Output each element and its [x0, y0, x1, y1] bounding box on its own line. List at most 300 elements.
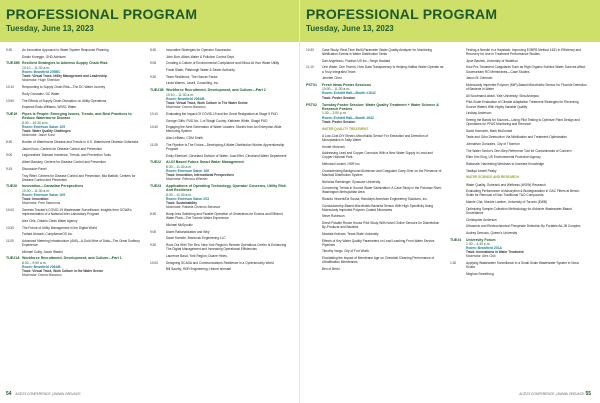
session-code: TUE23 [150, 184, 162, 188]
entry-text: Linda Warren, Lasell, Consulting, Inc. [166, 81, 219, 86]
entry-text: Legionnaires' Disease Incidence, Trends, and Prevention Tools [22, 153, 111, 158]
session-entry [450, 94, 588, 98]
entry-time [450, 129, 466, 133]
session-entry [6, 208, 144, 216]
session-entry [450, 200, 588, 204]
entry-time [306, 239, 322, 247]
entry-time [450, 224, 466, 228]
session-title: Fresh Ideas Poster Sessions [322, 82, 371, 87]
entry-time [6, 92, 22, 96]
entry-time [450, 169, 466, 173]
page-number: 54 [6, 391, 12, 397]
session-details [22, 184, 144, 205]
header-band [300, 0, 600, 42]
session-entry [450, 149, 588, 153]
session-room: Room: Emerson Salon 105 [22, 192, 65, 197]
entry-text: Mostafa Kraham, Texas State University [322, 231, 379, 236]
entry-text: The Water Sector's One-Step Reference Tool for Contaminants of Concern [466, 148, 572, 153]
session-time: 10:10 – 11:30 a.m. [166, 92, 195, 97]
session-moderator: Moderator: Donna Mancuso [166, 104, 206, 109]
entry-text: Nicholas Ramsinger, Syracuse University [322, 179, 381, 184]
entry-text: Mehrdad Lezami, HDR Inc. [322, 162, 361, 167]
session-entry [150, 68, 288, 72]
session-room: Room: Exhibit Hall—Booth #1642 [322, 91, 376, 96]
session-entry [450, 111, 588, 115]
entry-time [150, 68, 166, 72]
entry-text: Bill Saurby, HDR Engineering; Hobert Ishmael [166, 267, 231, 272]
entry-time [6, 160, 22, 164]
entry-text: Engaging the Next Generation of Water Leaders: Stories from An Enterprise-Wide Mentoring System [166, 125, 282, 134]
page-footer [306, 391, 594, 399]
session-entry [306, 162, 444, 166]
entry-time [6, 174, 22, 182]
entry-text: Molecularly Imprinted Polymer (MIP)-Based Microfluidic Sensor for Fluoride Detection of Bacteria in Water [466, 82, 587, 92]
page-date: Tuesday, June 13, 2023 [6, 24, 94, 33]
session-entry [6, 99, 144, 103]
entry-time [450, 218, 466, 222]
entry-text: Optimizing Sample Collection Methodology for Airborne Wastewater-Based Surveillance [466, 206, 572, 215]
session-track: Track: Virtual Track, Work Culture in the Water Sector [22, 269, 103, 273]
session-room: Room: Emerson Salon 106 [166, 168, 209, 173]
session-code: TUE22 [150, 160, 162, 165]
entry-text: A Low-Cost DIY Electro-Microfluidic Sensor For Extraction and Detection of Microplastics in Salty Water [322, 133, 429, 142]
session-block [450, 238, 588, 259]
session-entry [450, 135, 588, 139]
session-block [306, 83, 444, 100]
entry-time [450, 200, 466, 204]
session-entry [150, 75, 288, 79]
entry-text: Albert Barskey, Centers for Disease Control and Prevention [22, 160, 106, 165]
session-room: Room: Beanfield 201A [466, 246, 502, 251]
entry-time: 9:30 [150, 243, 157, 248]
entry-text: Espenza Rodz-Williams, WSSC Water [22, 105, 77, 110]
session-entry [6, 167, 144, 171]
entry-text: Laurence Baud, York Region; Duane Hines, [166, 253, 228, 258]
session-entry [150, 212, 288, 220]
session-room: Room: Emerson Salon 105 [22, 124, 65, 129]
session-entry [306, 221, 444, 229]
entry-text: Water Quality, Outreach and Wellness (WOW) Research [466, 182, 546, 187]
session-entry [306, 204, 444, 212]
entry-text: Burden of Waterborne Disease and Trends in U.S. Waterborne Disease Outbreaks [22, 140, 139, 145]
entry-time [450, 142, 466, 146]
session-entry [306, 151, 444, 159]
entry-time: 11:10 [306, 65, 314, 70]
session-title: Tuesday Poster Session: Water Quality Treatment + Water Science & Research Posters [322, 102, 439, 112]
session-moderator: Moderator: Rafaela Cisneros Benasue [166, 205, 221, 210]
entry-text: Troy Ritter, Centers for Disease Control and Prevention; Mia Mattioli, Centers for Disease Control and Prevention [22, 173, 136, 182]
session-entry [450, 48, 588, 56]
session-room: Room: Emerson Salon 203 [166, 196, 209, 201]
entry-text: Discussion Panel [22, 166, 47, 171]
entry-text: Evaluating the Impact Of COVID-19 and the Great Resignation at Stage 5 PUD [166, 111, 278, 116]
entry-time [450, 83, 466, 91]
entry-time [6, 55, 22, 59]
session-code: TUE21A [6, 256, 20, 261]
session-entry [150, 261, 288, 265]
column-2 [150, 48, 288, 274]
entry-text: Ultrasonic and Electrochemical Phosphate Detection By Portable Ad-Jill Complex [466, 224, 581, 229]
session-block [150, 88, 288, 109]
session-time: 1:30 – 2:00 p.m. [322, 111, 347, 116]
entry-text: Genesis Tracker's COVID-19 Wastewater Surveillance: Insights from OCWA's Implementation of a National Inter-Laboratory Program [22, 208, 132, 217]
session-time: 10:00 – 11:30 a.m. [322, 87, 351, 92]
session-entry [150, 254, 288, 258]
entry-text: David Harrower, Mark McDonald [466, 128, 513, 133]
session-entry [6, 85, 144, 89]
session-entry [306, 186, 444, 194]
session-details [166, 184, 288, 209]
session-entry [6, 160, 144, 164]
entry-time [150, 136, 166, 140]
entry-time [306, 214, 322, 218]
session-entry [450, 59, 588, 63]
entry-text: Rock Out With The Rec: New York Region's Remote Operations Center Is Enhancing The Digital Management and Increasing Operational Efficiencies [166, 243, 287, 252]
entry-time [450, 231, 466, 235]
session-entry [306, 169, 444, 177]
entry-text: Dawn Kamble, Brannock Engineering LLC [166, 236, 226, 241]
entry-time [450, 65, 466, 73]
session-details [166, 160, 288, 181]
session-entry [150, 55, 288, 59]
entry-text: Applying Wastewater Surveillance in a Small-Scale Wastewater System in Nova Scotia [466, 261, 579, 270]
session-entry [306, 180, 444, 184]
session-entry [306, 239, 444, 247]
session-block [150, 160, 288, 181]
entry-text: Conductometry-Based Microfluidic Bacteria Sensor With High Specificity Using Molecularly Imprinted Polymer Coated Microwires [322, 203, 434, 212]
entry-time [150, 267, 166, 271]
session-title: Pipes Is People: Emerging Issues, Trends, and Best Practices to Reduce Waterborne Disease [22, 111, 132, 121]
entry-time [6, 250, 22, 254]
session-code: TUE21B [150, 88, 164, 93]
entry-time [450, 272, 466, 276]
entry-time [6, 147, 22, 151]
session-entry [450, 76, 588, 80]
entry-time [306, 256, 322, 264]
session-entry [6, 55, 144, 59]
entry-time: 11:00 [6, 238, 14, 243]
session-entry [306, 249, 444, 253]
entry-time [306, 180, 322, 184]
entry-time [306, 267, 322, 271]
session-moderator: Moderator: Pete Sammons [22, 201, 61, 205]
session-entry [306, 65, 444, 73]
session-block [6, 184, 144, 205]
session-title: Workforce Recruitment, Development, and Culture—Part 2 [166, 88, 266, 93]
session-block [150, 184, 288, 209]
entry-time [306, 232, 322, 236]
entry-text: Mamie Cha, Monkle Lambre, University of Toronto (EWB) [466, 200, 548, 205]
session-room: Room: Beanfield 206AB [166, 96, 205, 101]
session-title: Innovation—Canadian Perspectives [22, 184, 84, 189]
entry-time [450, 100, 466, 108]
entry-time [306, 76, 322, 80]
session-track: Track: Innovation, International Perspectives [166, 172, 234, 177]
session-moderator: Moderator: Donna Mancuso [22, 273, 62, 278]
entry-text: Team Resilience, The Human Factor [166, 74, 218, 79]
session-code: TUE19 [6, 111, 18, 116]
entry-text: Designing SCADA and Communications Resilience in a Cybersecurity World [166, 260, 274, 265]
section-subhead: WATER SCIENCE AND RESEARCH [466, 175, 519, 180]
entry-time [450, 135, 466, 139]
entry-text: Direct Potable Reuse House Pilot Study With Novel Online Sensors for Disinfection By-Products and Bacteria [322, 221, 440, 230]
entry-text: Emily Eberhart, Cleveland Division of Water; Juan Eftel, Cleveland Water Department [166, 153, 287, 158]
entry-text: Elucidating the Impact of Membrane Age on Chemical Cleaning Performance of Ultrafiltration Membranes [322, 256, 435, 265]
entry-time [450, 59, 466, 63]
session-title: Workforce Recruitment, Development, and Culture—Part 1 [22, 256, 122, 261]
session-time: 8:30 – 11:30 a.m. [166, 192, 193, 197]
session-entry [6, 48, 144, 52]
entry-text: Seeing the Bands for Sources—Using Pilot Testing to Optimize Plant Design and Operations for PFAS Monitoring and Removal [466, 117, 580, 126]
entry-text: Taste and Odor Destruction Via Nitrification and Treatment Optimization [466, 135, 567, 140]
session-entry [150, 154, 288, 158]
entry-text: The Pipeline Is The Future—Developing A Water Distribution Worker Apprenticeship Program [166, 142, 285, 151]
footer-text: ACE23 CONFERENCE | AWWA.ORG/ACE [15, 392, 81, 396]
session-time: 8:30 – 10:30 a.m. [22, 120, 49, 125]
entry-text: Rationale: Harvesting Webinars to Increase Knowledge [466, 162, 545, 167]
entry-time: 10:00 [6, 208, 14, 213]
entry-text: An Innovative Approach to Water System Response Planning [22, 48, 109, 52]
session-entry [306, 145, 444, 149]
entry-time [306, 134, 322, 142]
entry-time [306, 249, 322, 253]
entry-text: Lindsay Anderson [466, 111, 492, 116]
session-moderator: Moderator: Jason Kunz [22, 133, 55, 137]
entry-time [450, 111, 466, 115]
session-entry [450, 272, 588, 276]
entry-text: Characterizing Background Aluminum and Coagulant Carry-Over on the Presence of Manifold Distribution System [322, 168, 442, 177]
session-entry [306, 256, 444, 264]
entry-text: Advanced Metering Infrastructure (AMI)—A Gold Mine of Data—The Great Sudbury Experience [22, 238, 140, 248]
entry-text: Evaluating Performance of Adsorption & Biodegradation in GAC Filters at Bench-Scale for Removal of Non-Traditional T&O Compounds [466, 189, 581, 198]
session-entry [306, 197, 444, 201]
entry-text: Alex Chik, Ontario Clean Water Agency [22, 218, 78, 223]
session-entry [150, 125, 288, 133]
session-track: Track: Innovations in Water Treatment [466, 250, 524, 255]
session-block [306, 103, 444, 124]
entry-text: Ellen Kim Klug, US Environmental Protection Agency [466, 155, 541, 160]
entry-time [306, 204, 322, 212]
entry-time: 10:10 [150, 111, 158, 116]
entry-time: 9:30 [150, 74, 157, 79]
entry-time: 9:15 [6, 166, 13, 171]
entry-time: 10:50 [6, 98, 14, 103]
entry-text: Case Study: Real-Time Multi-Parameter Water Quality Analyzer for Monitoring Nitrification Events in Water Distribution Tanks [322, 48, 432, 57]
entry-time [6, 219, 22, 223]
page-title: PROFESSIONAL PROGRAM [6, 6, 198, 22]
session-entry [450, 129, 588, 133]
session-block [6, 256, 144, 277]
entry-text: Hooter Monroch [322, 144, 345, 149]
entry-text: Dustin Kruegge, GHD Advisors [22, 54, 66, 59]
session-entry [150, 112, 288, 116]
entry-text: Audrey Desrocs, Queen's University [466, 230, 518, 235]
session-entry [150, 143, 288, 151]
entry-text: Creating A Culture of Environmental Compliance and Ethics At Your Water Utility [166, 61, 280, 66]
entry-time [150, 55, 166, 59]
entry-time: 10:30 [306, 48, 314, 52]
session-details [22, 61, 144, 82]
session-moderator: Moderator: Rebecca Wheeler [166, 176, 208, 181]
session-time: 8:30 – 11:30 a.m. [166, 164, 193, 169]
entry-text: Finding a Needle in a Haystack: Improving EXBPB Method 1631 in Efficiency and Recovery for Use in Treatment Performance Studies [466, 48, 581, 57]
entry-time [150, 223, 166, 227]
session-entry [150, 61, 288, 65]
entry-text: Timothy Vargo, City of Fort Worth [322, 249, 370, 254]
session-room: Room: Exhibit Hall—Booth 1642 [322, 115, 374, 120]
entry-text: Ben of Bertu [322, 266, 340, 271]
entry-time [150, 154, 166, 158]
footer-text: ACE23 CONFERENCE | AWWA.ORG/ACE [519, 392, 585, 396]
entry-time: 1:30 [450, 261, 457, 266]
entry-text: Jennifer Chen [322, 76, 342, 81]
session-entry [150, 48, 288, 52]
session-entry [306, 267, 444, 271]
session-entry [306, 134, 444, 142]
session-title: AI-Of Based Future Smart Water Management [166, 160, 244, 165]
entry-time: 9:00 [6, 153, 13, 158]
entry-time [306, 151, 322, 159]
session-block [6, 61, 144, 82]
column-1 [306, 48, 444, 274]
entry-time: 9:05 [150, 61, 157, 66]
session-entry [450, 162, 588, 166]
entry-text: Steve Robinson [322, 214, 345, 219]
header-band [0, 0, 300, 42]
session-entry [150, 81, 288, 85]
page-date: Tuesday, June 13, 2023 [306, 24, 394, 33]
entry-text: Ali Soodmand-abadi, Yale University; Sina Arianpou [466, 93, 540, 98]
entry-text: Pilot-Scale Evaluation of Climate Adaptation Treatment Strategies for Reversing Source Waters With Highly Variable Quality [466, 100, 579, 109]
entry-time [450, 162, 466, 166]
session-track: Track: Water Quality Challenges [22, 128, 71, 133]
entry-text: Tawfiqa Lewell Peaky [466, 168, 497, 173]
entry-text: The Effects of Supply Chain Disruption on Utility Operations [22, 98, 107, 103]
entry-text: Michael Colby, Jacob Warkin [22, 249, 63, 254]
entry-text: Dan Angelescu, Fluidion US Inc.; Serge Haddad [322, 58, 391, 63]
session-entry [6, 226, 144, 230]
session-room: Room: Beanfield 205BC [22, 69, 61, 74]
session-title: Resilient Strategies to Address Supply Chain Risk [22, 61, 108, 66]
session-entry [450, 65, 588, 73]
session-entry [6, 250, 144, 254]
session-entry [450, 261, 588, 269]
session-code: TUE20 [6, 184, 18, 189]
session-details [22, 256, 144, 277]
session-details [466, 238, 588, 259]
session-code: PST02 [306, 102, 317, 107]
entry-time [306, 186, 322, 194]
session-block [6, 112, 144, 137]
entry-time [450, 207, 466, 215]
session-time: 10:10 – 11:30 a.m. [22, 65, 51, 70]
entry-time [450, 183, 466, 187]
session-code: PST01 [306, 82, 317, 87]
session-time: 1:30 – 4:30 p.m. [466, 241, 491, 246]
entry-text: How Pre-Treatment Coagulants Such as High Organic Surface Water Sources Affect Downstream RO Membranes—Case Studies [466, 65, 586, 74]
session-entry [150, 136, 288, 140]
page-footer [6, 391, 294, 399]
session-entry [450, 183, 588, 187]
entry-text: Ricardo Vincent/De Sousa, Randolph American Engineering Solutions, Inc. [322, 197, 428, 201]
entry-time: 9:00 [150, 229, 157, 234]
session-entry [6, 153, 144, 157]
session-entry [450, 231, 588, 235]
entry-text: Jason St. Germain [466, 76, 493, 81]
column-2 [450, 48, 588, 279]
entry-time [306, 221, 322, 229]
entry-time: 10:10 [6, 85, 14, 90]
page-title: PROFESSIONAL PROGRAM [306, 6, 498, 22]
entry-time [306, 59, 322, 63]
session-entry [6, 174, 144, 182]
session-time: 10:00 – 11:30 a.m. [22, 188, 51, 193]
entry-time [150, 254, 166, 258]
entry-text: One Water, One Team's, How Data Transparency Is Helping Halifax Water Operate as a Truly Integrated Team [322, 65, 444, 74]
entry-text: Innovative Strategies for Operator Succession [166, 48, 232, 52]
entry-time [6, 105, 22, 109]
session-title: University Forum [466, 237, 496, 242]
right-page [300, 0, 600, 403]
entry-time [450, 155, 466, 159]
session-details [322, 103, 444, 124]
session-entry [6, 140, 144, 144]
session-entry [306, 48, 444, 56]
entry-time [450, 94, 466, 98]
entry-time: 10:00 [150, 260, 158, 265]
session-entry [450, 207, 588, 215]
entry-time [306, 162, 322, 166]
session-entry [150, 230, 288, 234]
entry-time [306, 169, 322, 177]
session-entry [6, 105, 144, 109]
entry-text: Christopher Anderson [466, 217, 497, 222]
session-title: Applications of Operating Technology, Operator Concerns, Utility Risk And Resilience [166, 184, 286, 193]
session-entry [6, 92, 144, 96]
session-entry [306, 232, 444, 236]
session-entry [450, 189, 588, 197]
session-entry [6, 219, 144, 223]
session-entry [150, 119, 288, 123]
session-entry [6, 239, 144, 247]
column-1 [6, 48, 144, 280]
session-code: TUE15B [6, 61, 20, 66]
entry-text: Michael McSpoutic [166, 222, 193, 227]
entry-text: Jason Kunz, Centers for Disease Control and Prevention [22, 146, 103, 151]
entry-text: Addressing Lead and Copper Corrosion With a New Water Supply in Lead and Copper Notional Park [322, 151, 433, 160]
session-entry [450, 155, 588, 159]
entry-time [150, 119, 166, 123]
session-entry [150, 243, 288, 251]
session-track: Track: Virtual Track, Work Culture in The Water Sector [166, 100, 248, 105]
session-code: TUE24 [450, 237, 462, 242]
entry-time: 8:30 [150, 212, 157, 217]
page-number: 55 [585, 391, 591, 397]
entry-time: 11:05 [150, 142, 158, 147]
session-entry [306, 76, 444, 80]
entry-text: Alarm Rationalization and Why [166, 229, 210, 234]
entry-time [306, 197, 322, 201]
session-track: Track: Innovation [22, 196, 49, 201]
entry-text: Alan LeBlanc, CDM Smith [166, 136, 203, 141]
session-moderator: Moderator: Alex Chik [466, 254, 496, 259]
session-entry [450, 218, 588, 222]
section-subhead: WATER QUALITY TREATMENT [322, 126, 369, 131]
session-details [322, 83, 444, 100]
entry-time [150, 236, 166, 240]
entry-time: 8:30 [150, 48, 157, 52]
entry-text: John Burr, Alkins Water & Pollution Control Dept. [166, 54, 235, 59]
